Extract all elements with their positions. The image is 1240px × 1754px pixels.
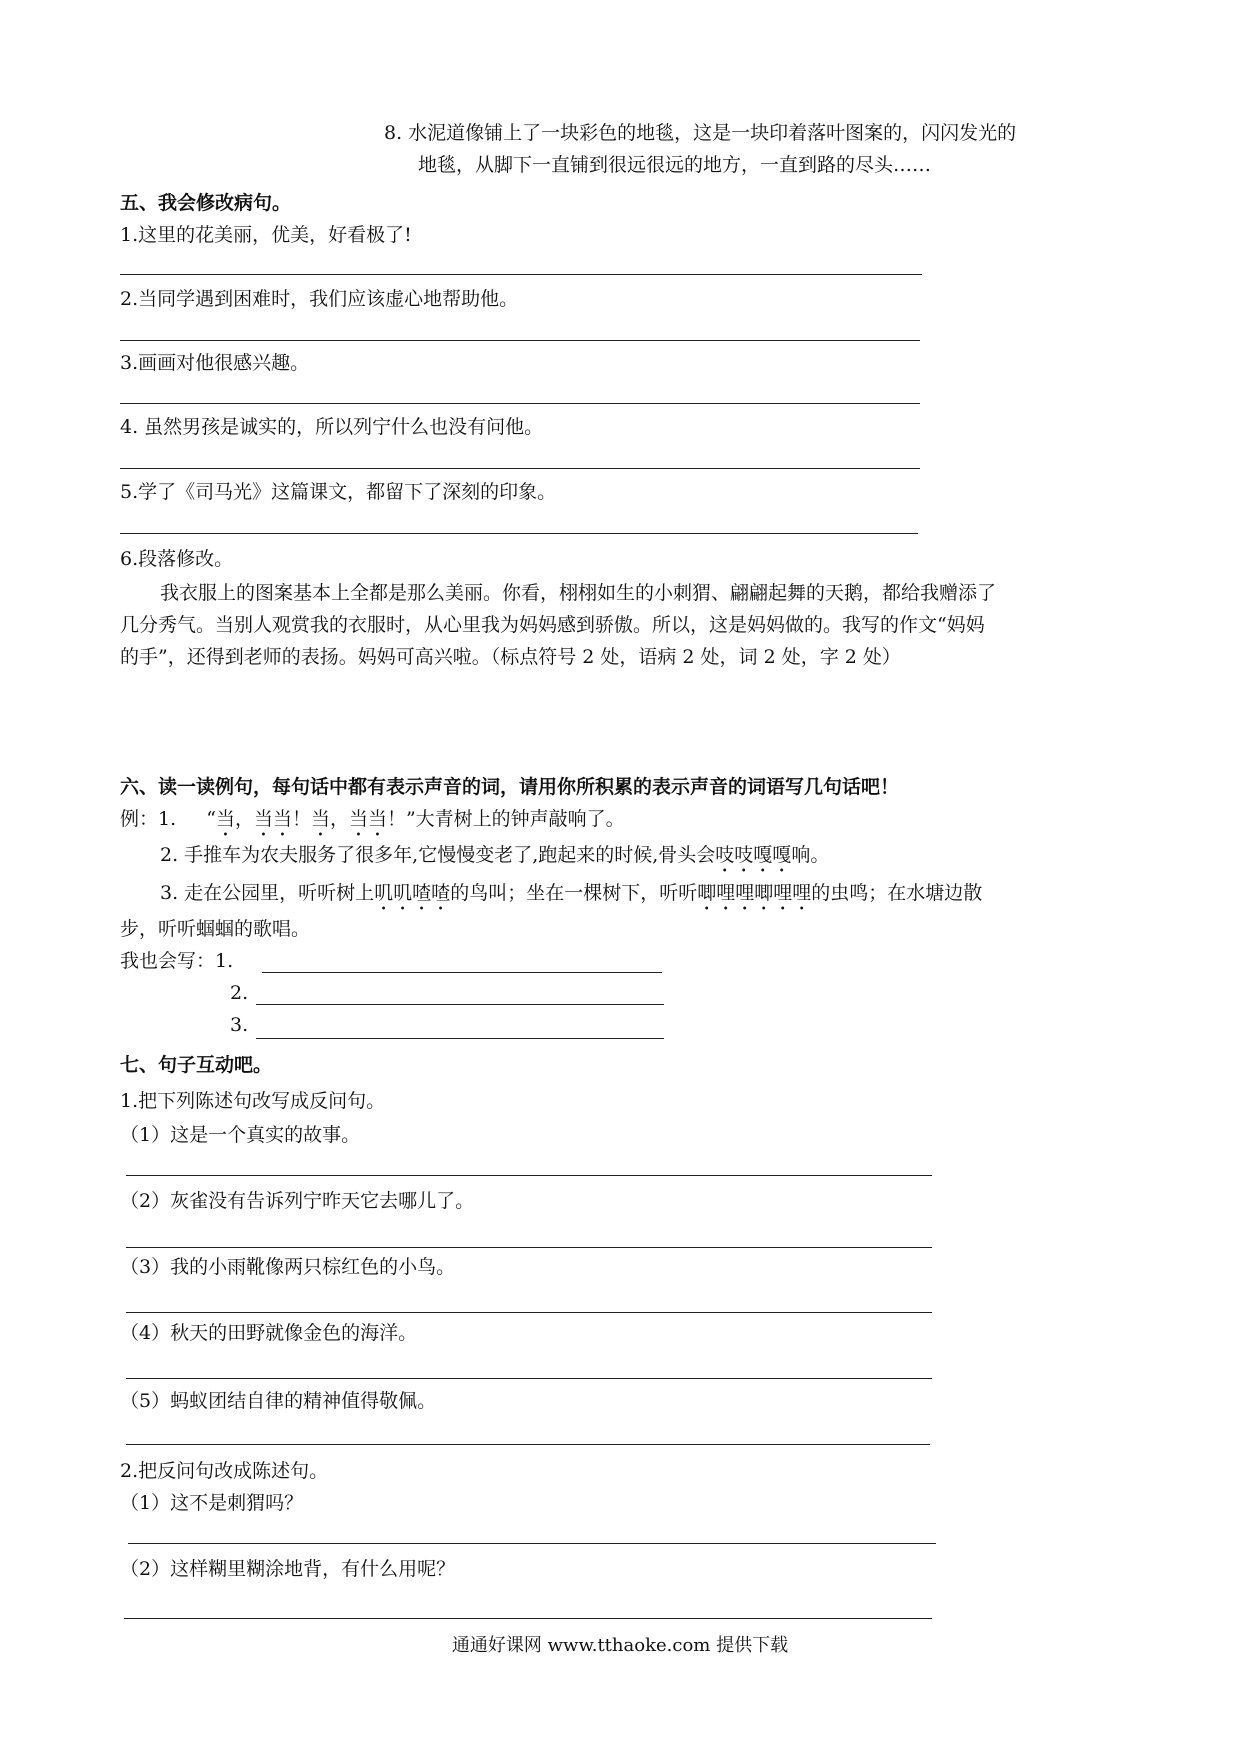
footer-credit: 通通好课网 www.tthaoke.com 提供下载 xyxy=(451,1635,789,1656)
quote-open: “ xyxy=(206,808,216,830)
section5-item-2: 2.当同学遇到困难时，我们应该虚心地帮助他。 xyxy=(120,288,519,310)
section5-item-6-label: 6.段落修改。 xyxy=(120,548,234,570)
section7-part1-item-1: （1）这是一个真实的故事。 xyxy=(120,1124,361,1146)
write-label-3: 3. xyxy=(230,1014,249,1036)
item8-line1: 8. 水泥道像铺上了一块彩色的地毯，这是一块印着落叶图案的，闪闪发光的 xyxy=(384,122,1017,144)
section7-part1-item-5: （5）蚂蚁团结自律的精神值得敬佩。 xyxy=(120,1390,437,1412)
write-label-1: 我也会写：1. xyxy=(120,950,234,972)
example-2-end: 响。 xyxy=(791,844,830,866)
paragraph-line-3: 的手”，还得到老师的表扬。妈妈可高兴啦。（标点符号 2 处，语病 2 处，词 2 处，字 2 处） xyxy=(120,646,901,668)
section6-title: 六、读一读例句，每句话中都有表示声音的词，请用你所积累的表示声音的词语写几句话吧！ xyxy=(120,776,900,798)
section5-item-5: 5.学了《司马光》这篇课文，都留下了深刻的印象。 xyxy=(120,481,557,503)
answer-line[interactable] xyxy=(120,403,920,404)
example-2-text: 2. 手推车为农夫服务了很多年,它慢慢变老了,跑起来的时候,骨头会 xyxy=(160,844,716,866)
example-3 xyxy=(160,880,982,915)
example-label: 例：1. xyxy=(120,808,177,830)
example-3-text: 3. 走在公园里，听听树上 xyxy=(160,882,375,904)
paragraph-line-1: 我衣服上的图案基本上全都是那么美丽。你看，栩栩如生的小刺猬、翩翩起舞的天鹅，都给我赠添了 xyxy=(160,582,997,604)
answer-line[interactable] xyxy=(120,533,918,534)
section7-part1-item-4: （4）秋天的田野就像金色的海洋。 xyxy=(120,1322,418,1344)
write-label-2: 2. xyxy=(230,982,249,1004)
example-3-line2: 步，听听蝈蝈的歌唱。 xyxy=(120,918,311,940)
example-1-rest: ”大青树上的钟声敲响了。 xyxy=(405,808,625,830)
answer-line[interactable] xyxy=(120,340,920,341)
write-line-3[interactable] xyxy=(256,1038,664,1039)
section7-part1-label: 1.把下列陈述句改写成反问句。 xyxy=(120,1090,386,1112)
sound-word: 叽叽喳喳 xyxy=(374,882,451,904)
answer-line[interactable] xyxy=(126,1444,930,1445)
sound-word: 当，当当！当，当当！ xyxy=(215,808,406,830)
section7-part2-item-1: （1）这不是刺猬吗？ xyxy=(120,1492,304,1514)
answer-line[interactable] xyxy=(120,274,922,275)
section7-part1-item-3: （3）我的小雨靴像两只棕红色的小鸟。 xyxy=(120,1256,456,1278)
example-1 xyxy=(120,806,625,841)
write-line-2[interactable] xyxy=(256,1004,664,1005)
section7-part2-item-2: （2）这样糊里糊涂地背，有什么用呢？ xyxy=(120,1558,456,1580)
section5-title: 五、我会修改病句。 xyxy=(120,192,292,214)
section5-item-4: 4. 虽然男孩是诚实的，所以列宁什么也没有问他。 xyxy=(120,416,544,438)
section5-item-3: 3.画画对他很感兴趣。 xyxy=(120,352,310,374)
section7-part1-item-2: （2）灰雀没有告诉列宁昨天它去哪儿了。 xyxy=(120,1190,475,1212)
answer-line[interactable] xyxy=(126,1175,932,1176)
answer-line[interactable] xyxy=(120,468,920,469)
section7-title: 七、句子互动吧。 xyxy=(120,1054,273,1076)
sound-word: 唧哩哩唧哩哩 xyxy=(697,882,812,904)
answer-line[interactable] xyxy=(128,1543,936,1544)
section7-part2-label: 2.把反问句改成陈述句。 xyxy=(120,1460,329,1482)
example-2 xyxy=(160,842,829,877)
answer-line[interactable] xyxy=(126,1378,932,1379)
write-line-1[interactable] xyxy=(262,972,662,973)
sound-word: 吱吱嘎嘎 xyxy=(715,844,792,866)
answer-line[interactable] xyxy=(126,1247,932,1248)
paragraph-line-2: 几分秀气。当别人观赏我的衣服时，从心里我为妈妈感到骄傲。所以，这是妈妈做的。我写的作文“妈妈 xyxy=(120,614,985,636)
answer-line[interactable] xyxy=(126,1312,932,1313)
answer-line[interactable] xyxy=(124,1618,932,1619)
item8-line2: 地毯，从脚下一直铺到很远很远的地方，一直到路的尽头…… xyxy=(418,154,932,176)
section5-item-1: 1.这里的花美丽，优美，好看极了! xyxy=(120,224,412,246)
example-3-end: 的虫鸣；在水塘边散 xyxy=(811,882,983,904)
example-3-middle: 的鸟叫；坐在一棵树下，听听 xyxy=(450,882,698,904)
